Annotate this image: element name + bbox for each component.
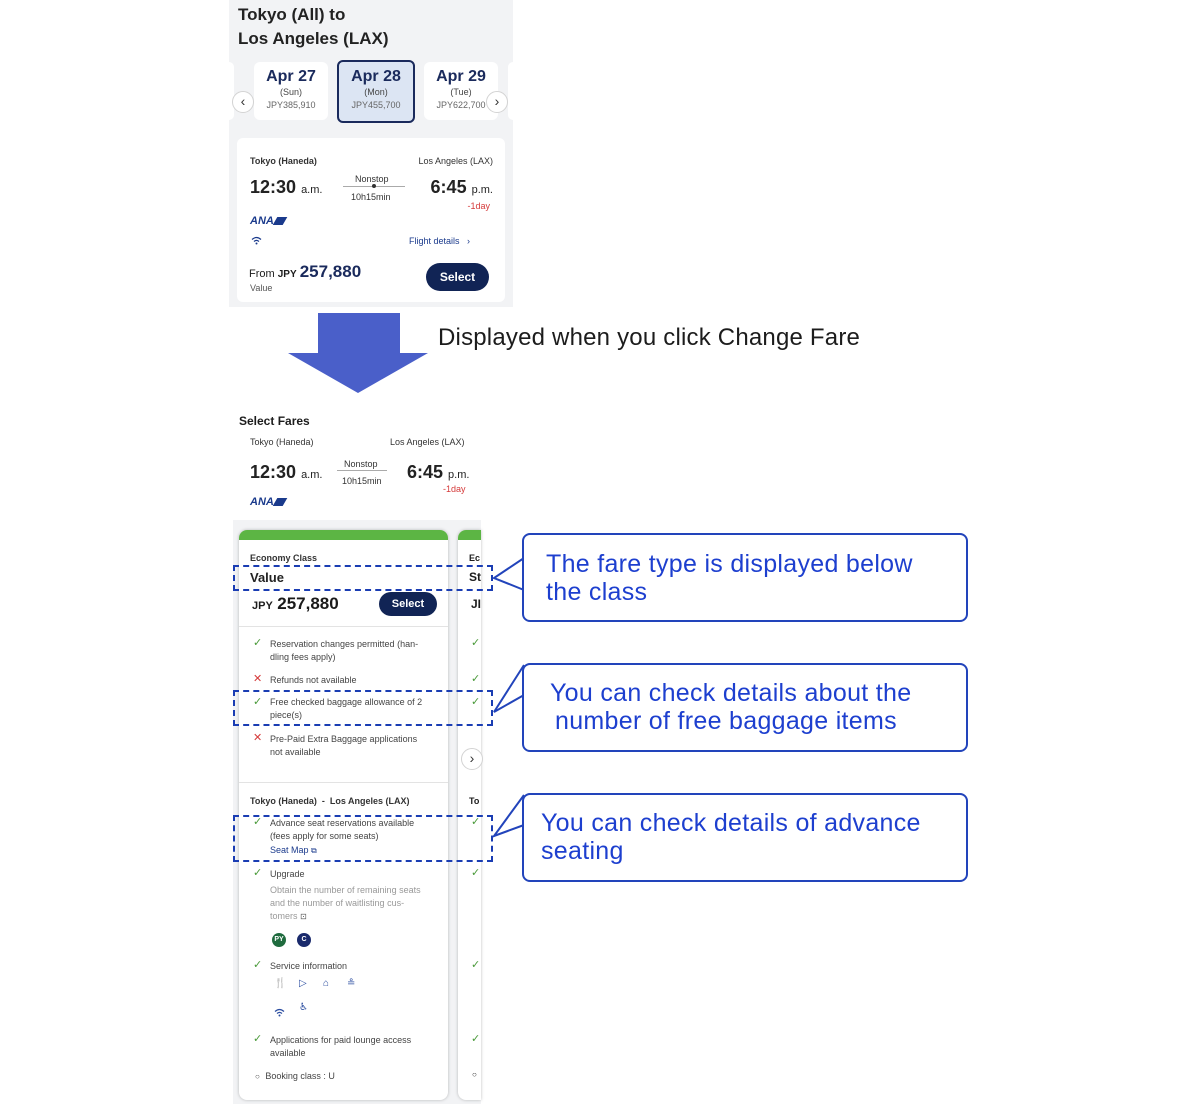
x-icon: ✕ xyxy=(253,732,263,744)
cabin-class-label: Ec xyxy=(469,553,481,563)
highlight-baggage xyxy=(233,690,493,726)
amenity-icon: ≗ xyxy=(347,978,356,989)
highlight-fare-type xyxy=(233,565,493,591)
select-button[interactable]: Select xyxy=(426,263,489,291)
date-price: JPY385,910 xyxy=(266,100,316,110)
feature-upgrade: ✓ Upgrade xyxy=(253,867,305,879)
check-icon: ✓ xyxy=(253,637,263,649)
wifi-icon xyxy=(274,1004,285,1022)
seat-map-link[interactable]: Seat Map ⧉ xyxy=(270,845,317,855)
check-icon: ✓ xyxy=(253,816,263,828)
callout-baggage: You can check details about the number of free baggage items xyxy=(522,663,968,752)
weekday-label: (Mon) xyxy=(364,87,388,97)
fare-price: JPY 257,880 xyxy=(252,594,339,613)
segment-label: To xyxy=(469,796,480,806)
flight-search-panel xyxy=(229,0,513,307)
feature-lounge: ✓ Applications for paid lounge access available xyxy=(253,1033,412,1058)
arrive-time: 6:45 p.m. xyxy=(430,177,493,197)
business-class-badge: C xyxy=(297,933,311,947)
fare-type-label: Value xyxy=(250,283,273,293)
feature-baggage: ✓ Free checked baggage allowance of 2 piece(s) xyxy=(253,696,423,720)
date-card-partial-left[interactable] xyxy=(229,62,234,120)
chevron-right-icon: › xyxy=(467,236,471,246)
divider xyxy=(239,782,448,783)
check-icon: ✓ xyxy=(253,959,263,971)
ana-logo: ANA xyxy=(250,215,285,227)
bag-icon: ⌂ xyxy=(323,978,330,989)
origin-label: Tokyo (Haneda) xyxy=(250,437,314,447)
callout-fare-type: The fare type is displayed below the class xyxy=(522,533,968,622)
callout-advance-seating: You can check details of advance seating xyxy=(522,793,968,882)
check-icon: ✓ xyxy=(471,696,481,708)
divider xyxy=(239,626,448,627)
fare-price: JI xyxy=(471,597,481,611)
flight-result-card xyxy=(237,138,505,302)
feature-service-info: ✓ Service information xyxy=(253,959,348,971)
weekday-label: (Tue) xyxy=(450,87,472,97)
duration-label: 10h15min xyxy=(351,192,391,202)
info-icon[interactable]: ⊡ xyxy=(300,912,307,921)
check-icon: ✓ xyxy=(471,959,481,971)
feature-advance-seat: ✓ Advance seat reservations available (fees apply for some seats) xyxy=(253,816,415,841)
route-title-line2: Los Angeles (LAX) xyxy=(238,29,389,48)
destination-label: Los Angeles (LAX) xyxy=(418,156,493,166)
segment-label: Tokyo (Haneda) - Los Angeles (LAX) xyxy=(250,796,410,806)
fare-type-label: Value xyxy=(250,570,284,585)
change-fare-caption: Displayed when you click Change Fare xyxy=(438,324,861,351)
date-price: JPY622,700 xyxy=(436,100,486,110)
route-dot xyxy=(372,184,376,188)
check-icon: ✓ xyxy=(471,673,481,685)
price-row: From JPY 257,880 xyxy=(249,262,362,281)
booking-class: ○ Booking class : U xyxy=(255,1071,335,1081)
destination-label: Los Angeles (LAX) xyxy=(390,437,465,447)
check-icon: ✓ xyxy=(253,867,263,879)
class-color-bar xyxy=(458,530,481,540)
date-card-apr29[interactable] xyxy=(424,62,498,120)
meal-icon: 🍴 xyxy=(274,978,287,989)
stops-label: Nonstop xyxy=(344,459,378,469)
select-fares-heading: Select Fares xyxy=(239,414,310,428)
cabin-class-label: Economy Class xyxy=(250,553,318,563)
feature-changes: ✓ Reservation changes permitted (han- dling fees apply) xyxy=(253,637,419,662)
wifi-icon xyxy=(251,236,262,247)
x-icon: ✕ xyxy=(253,673,263,685)
chevron-left-icon[interactable]: ‹ xyxy=(232,91,254,113)
day-offset: -1day xyxy=(443,484,466,494)
check-icon: ✓ xyxy=(471,816,481,828)
premium-economy-badge: PY xyxy=(272,933,286,947)
date-price: JPY455,700 xyxy=(351,100,401,110)
flight-details-link[interactable]: Flight details › xyxy=(409,236,471,246)
check-icon: ✓ xyxy=(471,1033,481,1045)
highlight-advance-seat xyxy=(233,815,493,862)
route-title-line1: Tokyo (All) to xyxy=(238,5,346,24)
entertainment-icon: ▷ xyxy=(299,978,307,989)
stops-label: Nonstop xyxy=(355,174,389,184)
depart-time: 12:30 a.m. xyxy=(250,177,323,197)
external-link-icon: ⧉ xyxy=(311,846,317,855)
circle-icon: ○ xyxy=(472,1070,477,1079)
origin-label: Tokyo (Haneda) xyxy=(250,156,317,166)
date-card-apr28-selected[interactable] xyxy=(337,60,415,123)
select-fares-panel xyxy=(233,410,481,1104)
date-card-apr27[interactable] xyxy=(254,62,328,120)
day-offset: -1day xyxy=(467,201,490,211)
class-color-bar xyxy=(239,530,448,540)
ana-logo: ANA xyxy=(250,496,285,508)
duration-label: 10h15min xyxy=(342,476,382,486)
date-card-partial-right[interactable] xyxy=(508,62,513,120)
route-line-divider xyxy=(337,470,387,471)
check-icon: ✓ xyxy=(471,867,481,879)
seat-icon: ♿ xyxy=(299,1002,308,1013)
date-label: Apr 28 xyxy=(351,68,401,85)
circle-icon: ○ xyxy=(255,1072,260,1081)
date-label: Apr 29 xyxy=(436,68,486,85)
upgrade-note: Obtain the number of remaining seats and the number of waitlisting cus- tomers ⊡ xyxy=(270,885,421,921)
depart-time: 12:30 a.m. xyxy=(250,462,323,482)
check-icon: ✓ xyxy=(253,1033,263,1045)
down-arrow-icon xyxy=(288,313,428,393)
select-fare-button[interactable]: Select xyxy=(379,592,437,616)
check-icon: ✓ xyxy=(253,696,263,708)
chevron-right-icon[interactable]: › xyxy=(461,748,483,770)
arrive-time: 6:45 p.m. xyxy=(407,462,470,482)
date-label: Apr 27 xyxy=(266,68,316,85)
check-icon: ✓ xyxy=(471,637,481,649)
fare-type-label: St xyxy=(469,570,481,584)
chevron-right-icon[interactable]: › xyxy=(486,91,508,113)
feature-prepaid-baggage: ✕ Pre-Paid Extra Baggage applications not available xyxy=(253,732,418,757)
feature-refunds: ✕ Refunds not available xyxy=(253,673,357,685)
weekday-label: (Sun) xyxy=(279,87,302,97)
